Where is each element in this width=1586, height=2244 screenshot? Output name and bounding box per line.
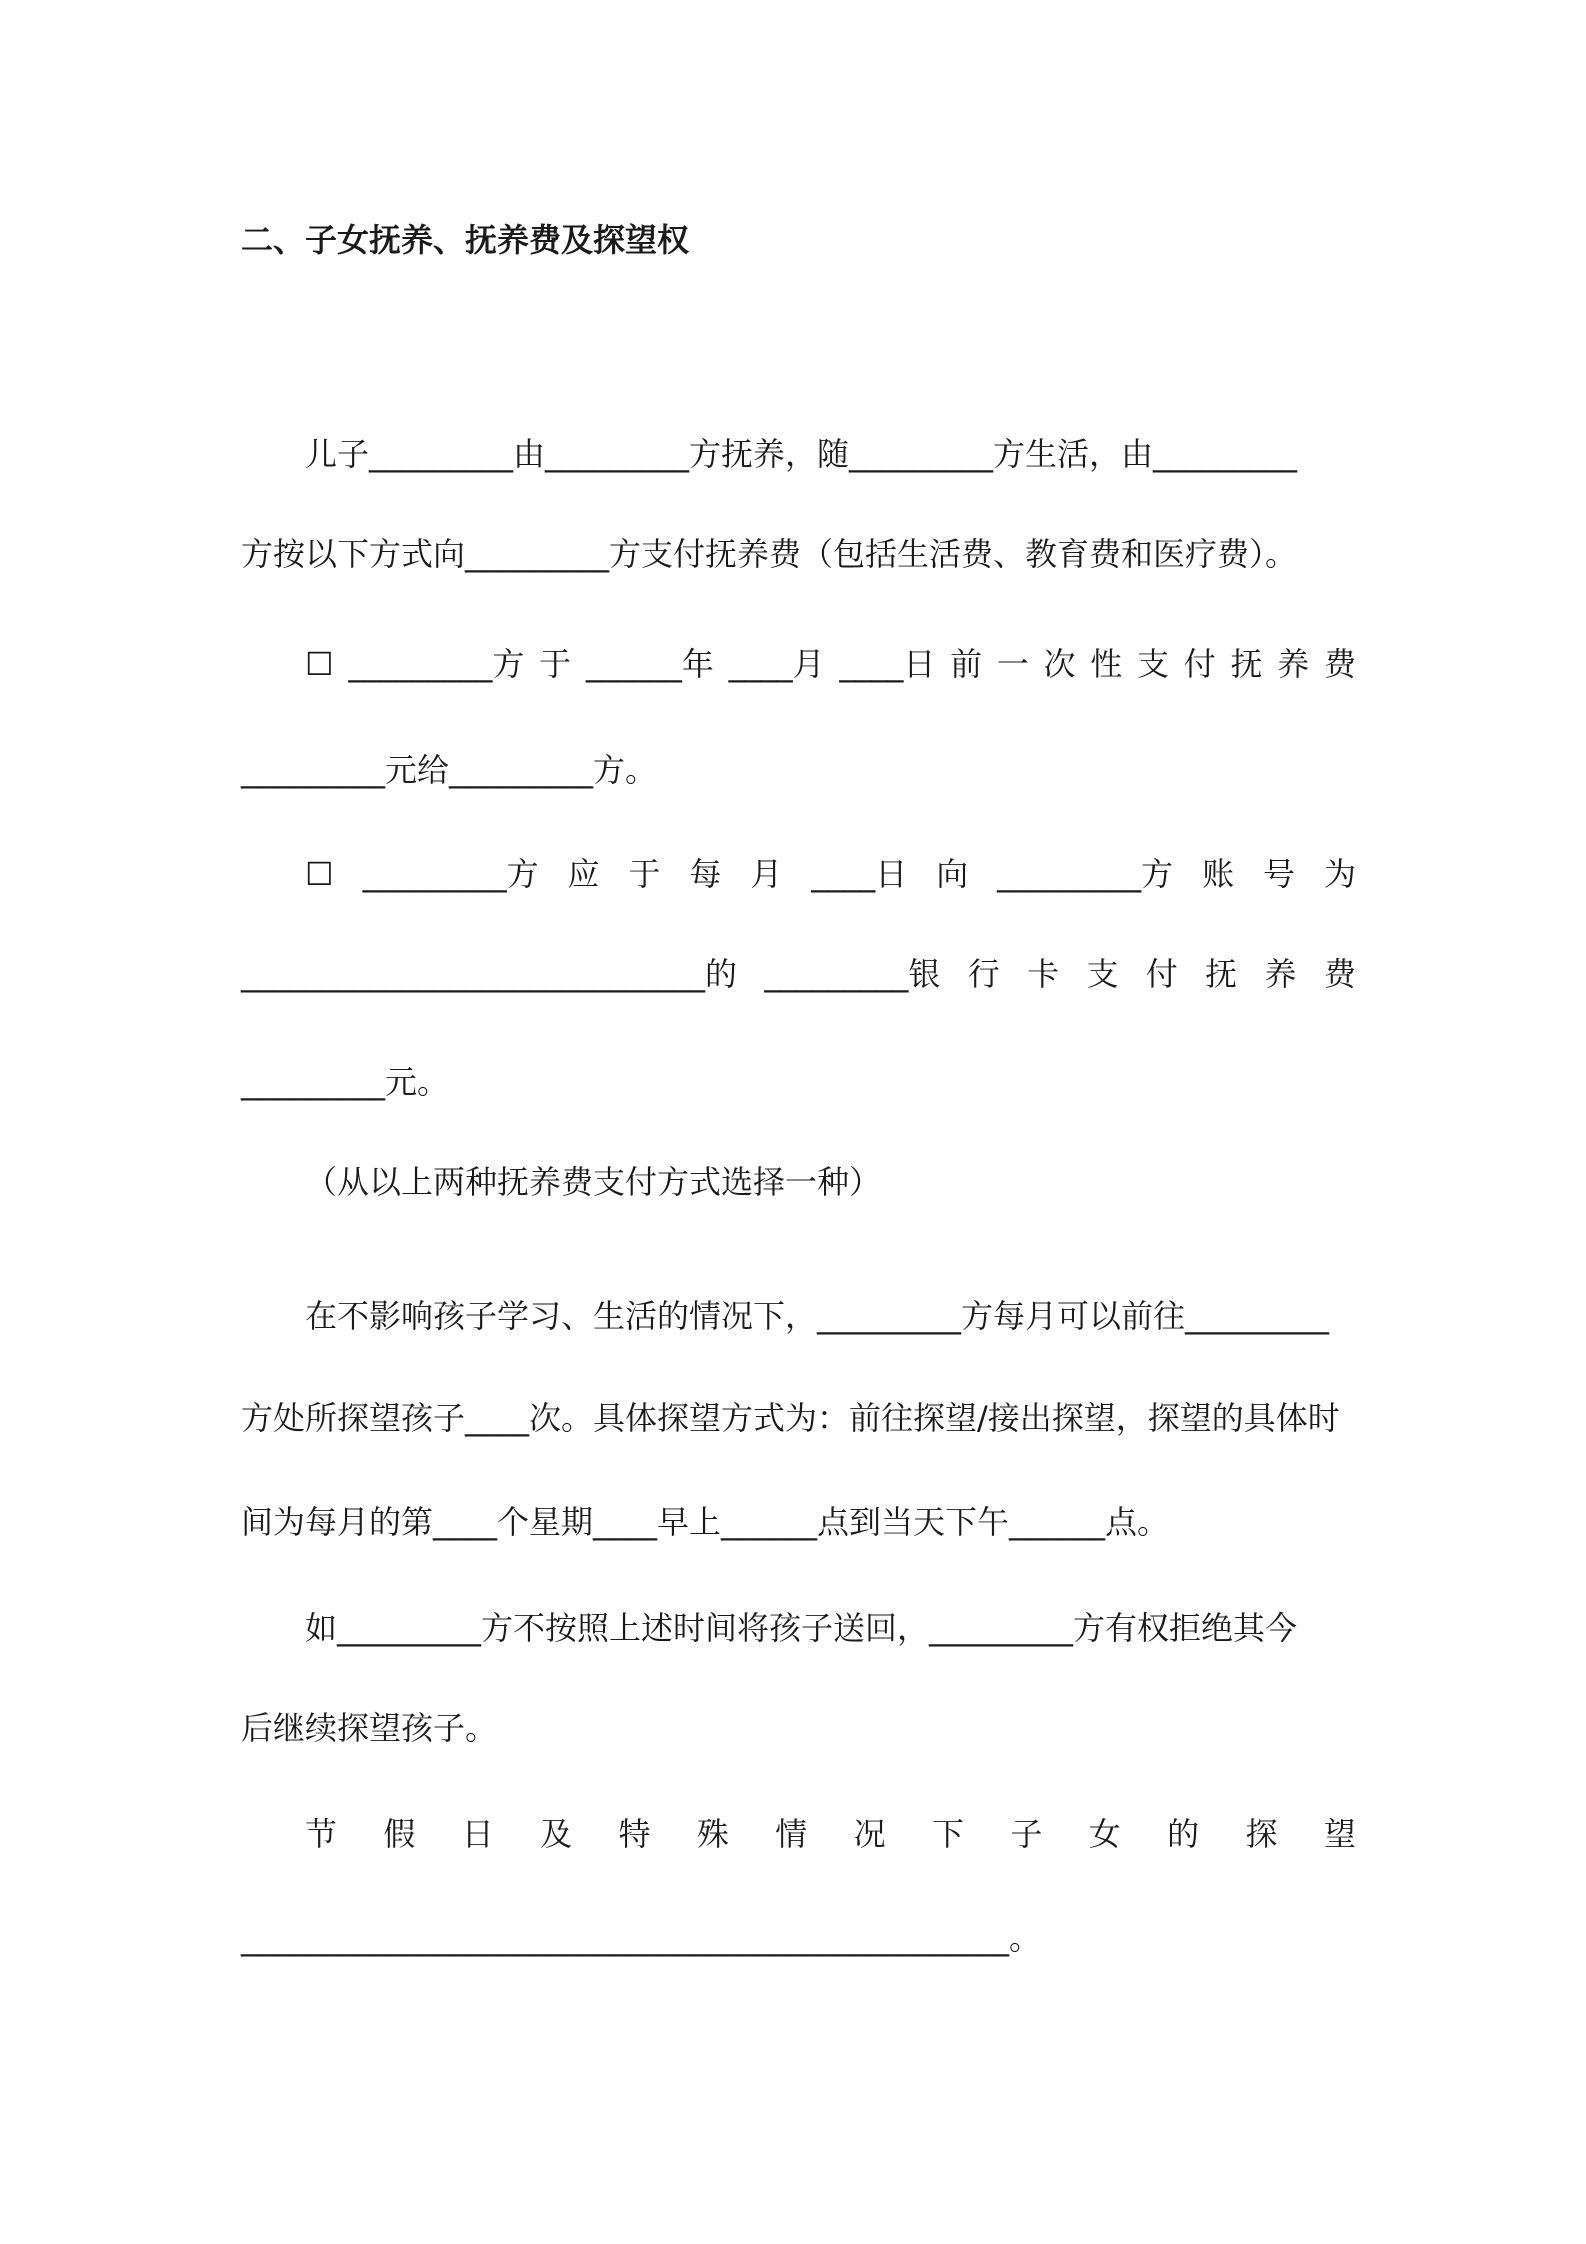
option-1-segment: 抚 [1230,645,1263,683]
holiday-segment: 殊 [696,1815,729,1853]
option-2-segment: 账 [1202,855,1235,893]
option-1-segment: 养 [1277,645,1310,683]
option-1-segment: 前 [950,645,983,683]
holiday-paragraph-line-2: ________________________________________________。 [241,1919,1042,1957]
option-2-line-2-segment: 付 [1145,955,1178,993]
option-2-segment: ____日 [811,855,908,893]
holiday-segment: 女 [1088,1815,1121,1853]
option-2-line-1 [305,852,1356,896]
holiday-segment: 子 [1010,1815,1043,1853]
holiday-segment: 况 [853,1815,886,1853]
option-2-segment: 为 [1323,855,1356,893]
custody-paragraph-line-1: 儿子_________由_________方抚养，随_________方生活，由_________ [305,435,1298,473]
option-2-segment: 号 [1263,855,1296,893]
holiday-segment: 情 [775,1815,808,1853]
option-2-line-2-segment: 支 [1086,955,1119,993]
option-1-segment: 于 [539,645,572,683]
section-heading: 二、子女抚养、抚养费及探望权 [241,221,690,259]
option-2-line-2-segment: _____________________________的 [241,955,738,993]
option-1-segment: 性 [1090,645,1123,683]
option-2-line-2-segment: 费 [1323,955,1356,993]
option-checkbox[interactable]: ☐ [305,645,334,683]
option-checkbox[interactable]: ☐ [305,855,334,893]
option-2-line-2 [241,952,1356,996]
holiday-segment: 节 [305,1815,338,1853]
holiday-segment: 日 [461,1815,494,1853]
visitation-paragraph-line-1: 在不影响孩子学习、生活的情况下，_________方每月可以前往_________ [305,1297,1330,1335]
option-2-segment: 每 [689,855,722,893]
option-2-segment: _________方 [362,855,539,893]
option-2-line-2-segment: _________银 [764,955,941,993]
holiday-segment: 下 [932,1815,965,1853]
option-2-line-3: _________元。 [241,1063,450,1101]
return-paragraph-line-2: 后继续探望孩子。 [241,1709,498,1747]
selection-note: （从以上两种抚养费支付方式选择一种） [305,1163,882,1201]
option-2-segment: 于 [628,855,661,893]
option-2-line-2-segment: 养 [1264,955,1297,993]
holiday-segment: 及 [540,1815,573,1853]
option-1-segment: _________方 [348,645,525,683]
option-2-line-2-segment: 抚 [1205,955,1238,993]
holiday-segment: 望 [1323,1815,1356,1853]
option-1-segment: ____日 [839,645,936,683]
option-2-segment: 向 [936,855,969,893]
option-1-line-2: _________元给_________方。 [241,751,658,789]
option-2-segment: _________方 [997,855,1174,893]
option-1-segment: 次 [1043,645,1076,683]
option-1-segment: 支 [1137,645,1170,683]
holiday-segment: 假 [383,1815,416,1853]
option-2-segment: 月 [750,855,783,893]
option-1-segment: ____月 [728,645,825,683]
return-paragraph-line-1: 如_________方不按照上述时间将孩子送回，_________方有权拒绝其今 [305,1609,1298,1647]
holiday-segment: 特 [618,1815,651,1853]
holiday-segment: 的 [1167,1815,1200,1853]
visitation-paragraph-line-3: 间为每月的第____个星期____早上______点到当天下午______点。 [241,1503,1170,1541]
option-2-line-2-segment: 行 [967,955,1000,993]
option-1-segment: 付 [1183,645,1216,683]
visitation-paragraph-line-2: 方处所探望孩子____次。具体探望方式为：前往探望/接出探望，探望的具体时 [241,1399,1340,1437]
option-1-segment: 费 [1323,645,1356,683]
custody-paragraph-line-2: 方按以下方式向_________方支付抚养费（包括生活费、教育费和医疗费）。 [241,535,1298,573]
holiday-paragraph-line-1 [305,1812,1356,1856]
option-1-segment: ______年 [585,645,714,683]
option-2-line-2-segment: 卡 [1027,955,1060,993]
holiday-segment: 探 [1245,1815,1278,1853]
option-2-segment: 应 [567,855,600,893]
option-1-line-1 [305,642,1356,686]
option-1-segment: 一 [996,645,1029,683]
